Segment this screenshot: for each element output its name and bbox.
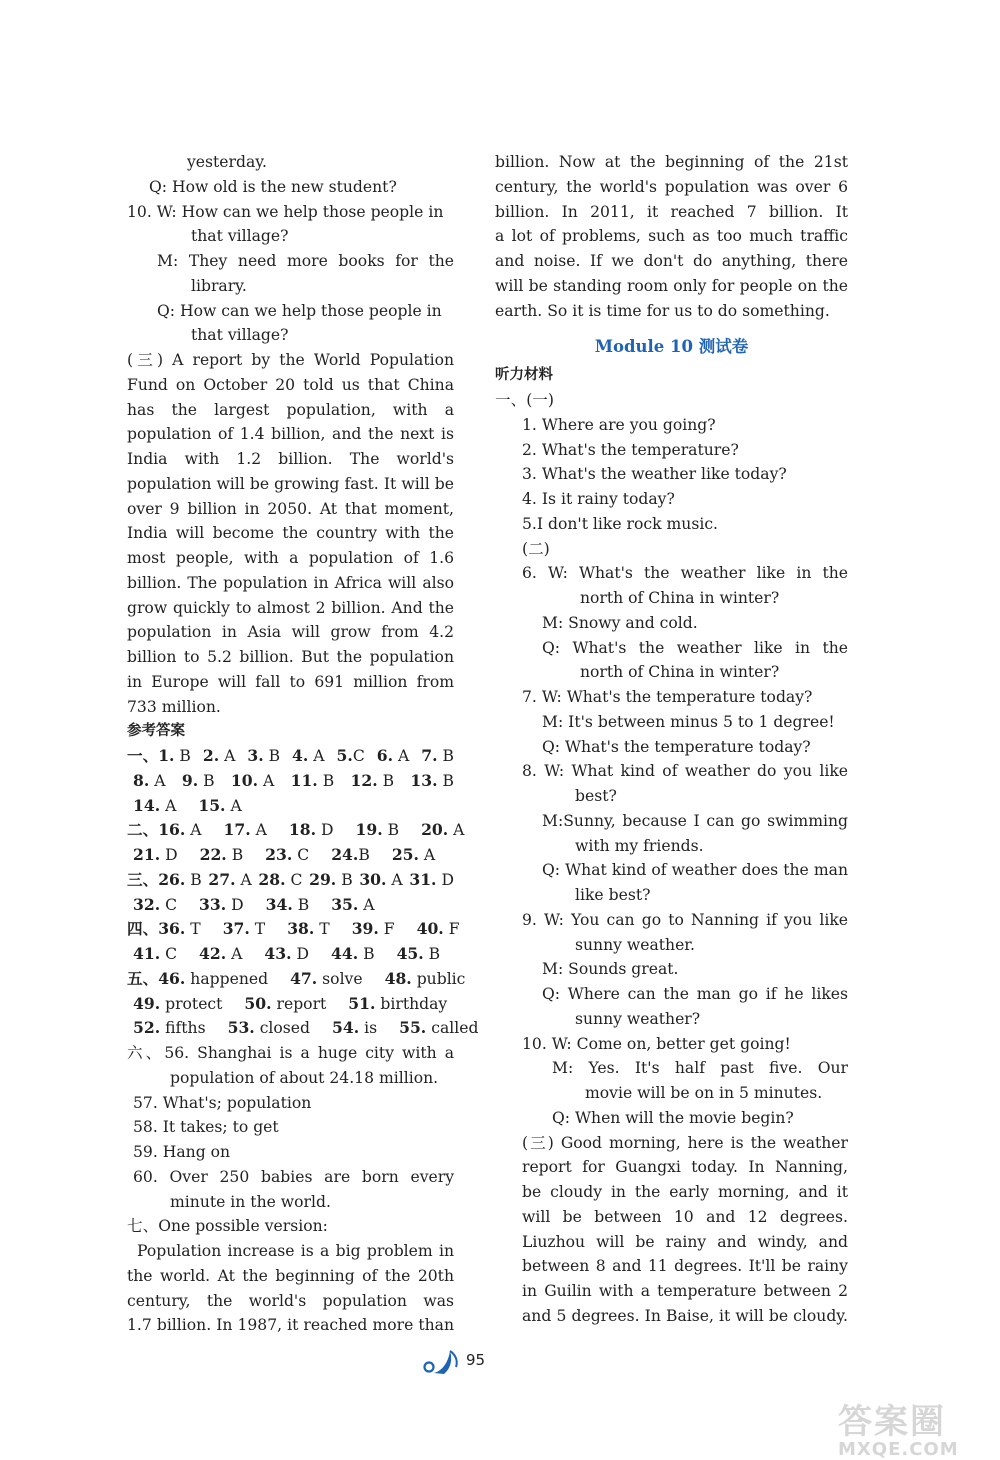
text-line: that village?: [191, 227, 289, 246]
answer-item: 42. A: [199, 944, 243, 963]
page-footer: [0, 1347, 1000, 1387]
watermark: [838, 1394, 988, 1460]
answer-item: 18. D: [288, 820, 334, 840]
answer-item: 41. C: [133, 944, 178, 963]
text-line: Q: How old is the new student?: [149, 177, 397, 196]
answer-row: [127, 843, 454, 868]
answer-row: [127, 992, 454, 1017]
text-line: most people, with a population of 1.6: [127, 549, 454, 567]
answer-item: 14. A: [133, 795, 177, 815]
text-line: will be standing room only for people on the: [495, 276, 848, 295]
answer-item: 20. A: [421, 820, 465, 840]
answer-item: 51. birthday: [348, 993, 448, 1013]
answer-item: 17. A: [223, 820, 267, 840]
text-line: billion. In 2011, it reached 7 billion. It: [495, 202, 848, 221]
answer-row: [127, 818, 465, 843]
answer-item: 5.C: [336, 746, 365, 765]
text-line: (二): [522, 539, 550, 558]
text-line: billion. Now at the beginning of the 21st: [495, 153, 848, 171]
text-line: Q: What's the temperature today?: [542, 737, 811, 756]
text-line: 733 million.: [127, 697, 221, 716]
answer-row: [127, 967, 466, 992]
answer-item: 19. B: [355, 820, 400, 840]
answer-item: 54. is: [332, 1018, 378, 1038]
text-line: Q: When will the movie begin?: [552, 1108, 794, 1127]
answer-item: 48. public: [384, 968, 466, 988]
publisher-logo-icon: [420, 1347, 464, 1377]
answer-row: [127, 769, 454, 794]
answer-item: 33. D: [199, 894, 244, 914]
text-line: like best?: [575, 886, 651, 904]
text-line: has the largest population, with a: [127, 400, 454, 419]
text-line: Q: What kind of weather does the man: [542, 861, 848, 880]
text-line: over 9 billion in 2050. At that moment,: [127, 499, 454, 518]
text-line: M: It's between minus 5 to 1 degree!: [542, 712, 835, 731]
text-line: India with 1.2 billion. The world's: [127, 450, 454, 468]
answer-item: 2. A: [202, 746, 236, 765]
text-line: India will become the country with the: [127, 524, 454, 543]
answer-row: [127, 744, 454, 769]
text-line: population in Asia will grow from 4.2: [127, 623, 454, 642]
text-line: will be between 10 and 12 degrees.: [522, 1207, 848, 1226]
text-line: 7. W: What's the temperature today?: [522, 688, 813, 706]
answer-item: 29. B: [309, 869, 353, 889]
text-line: in Europe will fall to 691 million from: [127, 672, 454, 691]
answer-item: 13. B: [410, 770, 454, 790]
text-line: sunny weather.: [575, 935, 696, 954]
answers-heading: 参考答案: [127, 723, 185, 740]
text-line: 57. What's; population: [133, 1093, 312, 1112]
answer-item: 40. F: [416, 919, 460, 939]
answer-item: 52. fifths: [133, 1018, 206, 1038]
answer-row: [127, 917, 460, 942]
answer-item: 15. A: [198, 795, 242, 815]
left-text-block-2: [127, 1041, 454, 1338]
answer-item: 7. B: [421, 746, 454, 765]
text-line: be cloudy in the early morning, and it: [522, 1183, 848, 1201]
text-line: Q: How can we help those people in: [157, 301, 442, 320]
answer-item: 6. A: [376, 746, 410, 765]
answer-item: 49. protect: [133, 993, 223, 1013]
text-line: M: They need more books for the: [157, 252, 454, 270]
answer-row: [127, 942, 454, 967]
listening-material: [495, 388, 848, 1329]
text-line: M: Snowy and cold.: [542, 613, 698, 632]
watermark-url: MXQE.COM: [838, 1439, 959, 1460]
text-line: billion to 5.2 billion. But the population: [127, 648, 454, 666]
text-line: earth. So it is time for us to do something.: [495, 301, 830, 320]
text-line: M: Sounds great.: [542, 960, 679, 979]
text-line: billion. The population in Africa will also: [127, 573, 454, 592]
right-text-block: [495, 150, 848, 323]
answer-item: 8. A: [133, 770, 166, 790]
answer-item: 35. A: [331, 894, 375, 914]
text-line: and 5 degrees. In Baise, it will be cloudy.: [522, 1306, 848, 1325]
answer-item: 31. D: [409, 869, 454, 889]
answer-item: 一、1. B: [127, 746, 191, 765]
text-line: 2. What's the temperature?: [522, 440, 739, 459]
answer-item: 二、16. A: [127, 820, 202, 840]
answer-row: [127, 1016, 479, 1041]
text-line: Population increase is a big problem in: [137, 1242, 454, 1260]
text-line: population of 1.4 billion, and the next is: [127, 425, 454, 444]
text-line: report for Guangxi today. In Nanning,: [522, 1158, 848, 1177]
text-line: 七、One possible version:: [127, 1217, 328, 1236]
text-line: (三) Good morning, here is the weather: [522, 1133, 848, 1152]
answer-item: 五、46. happened: [127, 968, 269, 988]
text-line: a lot of problems, such as too much traffic: [495, 227, 848, 246]
answer-row: [127, 893, 454, 918]
answer-item: 22. B: [199, 845, 244, 864]
text-line: minute in the world.: [170, 1192, 331, 1211]
watermark-text: 答案圈: [838, 1402, 946, 1442]
text-line: movie will be on in 5 minutes.: [585, 1084, 823, 1102]
answer-item: 28. C: [258, 869, 303, 889]
text-line: Fund on October 20 told us that China: [127, 375, 454, 394]
text-line: 59. Hang on: [133, 1143, 231, 1161]
answer-row: [127, 794, 454, 819]
answer-item: 23. C: [265, 845, 310, 864]
answer-item: 9. B: [181, 770, 215, 790]
text-line: 1.7 billion. In 1987, it reached more than: [127, 1316, 454, 1335]
text-line: 4. Is it rainy today?: [522, 490, 675, 508]
page-number: 95: [466, 1351, 486, 1369]
answer-item: 43. D: [264, 944, 309, 963]
left-column: [127, 150, 479, 1338]
answer-item: 53. closed: [227, 1018, 311, 1038]
answer-item: 27. A: [208, 869, 252, 889]
text-line: Q: What's the weather like in the: [542, 638, 848, 657]
text-line: in Guilin with a temperature between 2: [522, 1282, 848, 1300]
text-line: 9. W: You can go to Nanning if you like: [522, 910, 848, 929]
text-line: 10. W: Come on, better get going!: [522, 1034, 791, 1053]
answer-item: 25. A: [391, 845, 436, 864]
answer-item: 3. B: [247, 746, 281, 765]
answer-row: [127, 868, 454, 893]
answer-item: 44. B: [331, 944, 375, 963]
answer-item: 30. A: [359, 869, 403, 889]
answer-item: 12. B: [350, 770, 395, 790]
text-line: library.: [191, 276, 247, 295]
listening-heading: 听力材料: [495, 367, 553, 384]
text-line: population of about 24.18 million.: [170, 1068, 439, 1087]
text-line: (三) A report by the World Population: [127, 351, 454, 369]
text-line: 1. Where are you going?: [522, 415, 716, 434]
answer-item: 55. called: [399, 1018, 479, 1038]
answer-key: [127, 744, 479, 1041]
text-line: 10. W: How can we help those people in: [127, 202, 444, 221]
answer-item: 32. C: [133, 894, 178, 914]
answer-item: 11. B: [290, 770, 335, 790]
text-line: 60. Over 250 babies are born every: [133, 1167, 454, 1186]
text-line: north of China in winter?: [580, 663, 780, 682]
text-line: 58. It takes; to get: [133, 1118, 279, 1137]
left-text-block: [127, 150, 454, 719]
answer-item: 10. A: [230, 770, 275, 790]
answer-item: 39. F: [351, 919, 395, 939]
text-line: century, the world's population was over 6: [495, 177, 848, 196]
text-line: 6. W: What's the weather like in the: [522, 564, 848, 583]
text-line: that village?: [191, 326, 289, 345]
text-line: 一、(一): [495, 391, 554, 409]
text-line: and noise. If we don't do anything, there: [495, 252, 848, 270]
module-title: Module 10 测试卷: [594, 337, 749, 357]
text-line: Liuzhou will be rainy and windy, and: [522, 1232, 848, 1251]
answer-item: 47. solve: [290, 968, 363, 988]
answer-item: 50. report: [244, 993, 327, 1013]
text-line: north of China in winter?: [580, 589, 780, 607]
answer-item: 37. T: [222, 919, 266, 939]
answer-item: 四、36. T: [127, 919, 201, 939]
text-line: yesterday.: [187, 153, 267, 171]
answer-item: 三、26. B: [127, 869, 202, 889]
text-line: between 8 and 11 degrees. It'll be rainy: [522, 1257, 848, 1276]
answer-item: 21. D: [133, 845, 178, 864]
text-line: 5.I don't like rock music.: [522, 514, 719, 533]
answer-item: 45. B: [396, 944, 441, 963]
text-line: M:Sunny, because I can go swimming: [542, 811, 848, 830]
answer-item: 24.B: [331, 845, 370, 864]
answer-item: 34. B: [265, 894, 310, 914]
text-line: population will be growing fast. It will be: [127, 474, 454, 493]
text-line: M: Yes. It's half past five. Our: [552, 1059, 848, 1078]
text-line: 8. W: What kind of weather do you like: [522, 762, 848, 781]
answer-item: 38. T: [287, 919, 330, 939]
text-line: sunny weather?: [575, 1009, 701, 1028]
text-line: grow quickly to almost 2 billion. And the: [127, 598, 454, 617]
text-line: best?: [575, 787, 617, 805]
text-line: Q: Where can the man go if he likes: [542, 985, 848, 1003]
right-column: [495, 150, 848, 1329]
text-line: the world. At the beginning of the 20th: [127, 1266, 454, 1285]
text-line: 3. What's the weather like today?: [522, 465, 787, 484]
text-line: with my friends.: [575, 836, 704, 855]
text-line: century, the world's population was: [127, 1291, 454, 1310]
text-line: 六、56. Shanghai is a huge city with a: [127, 1044, 454, 1062]
answer-item: 4. A: [292, 746, 325, 765]
